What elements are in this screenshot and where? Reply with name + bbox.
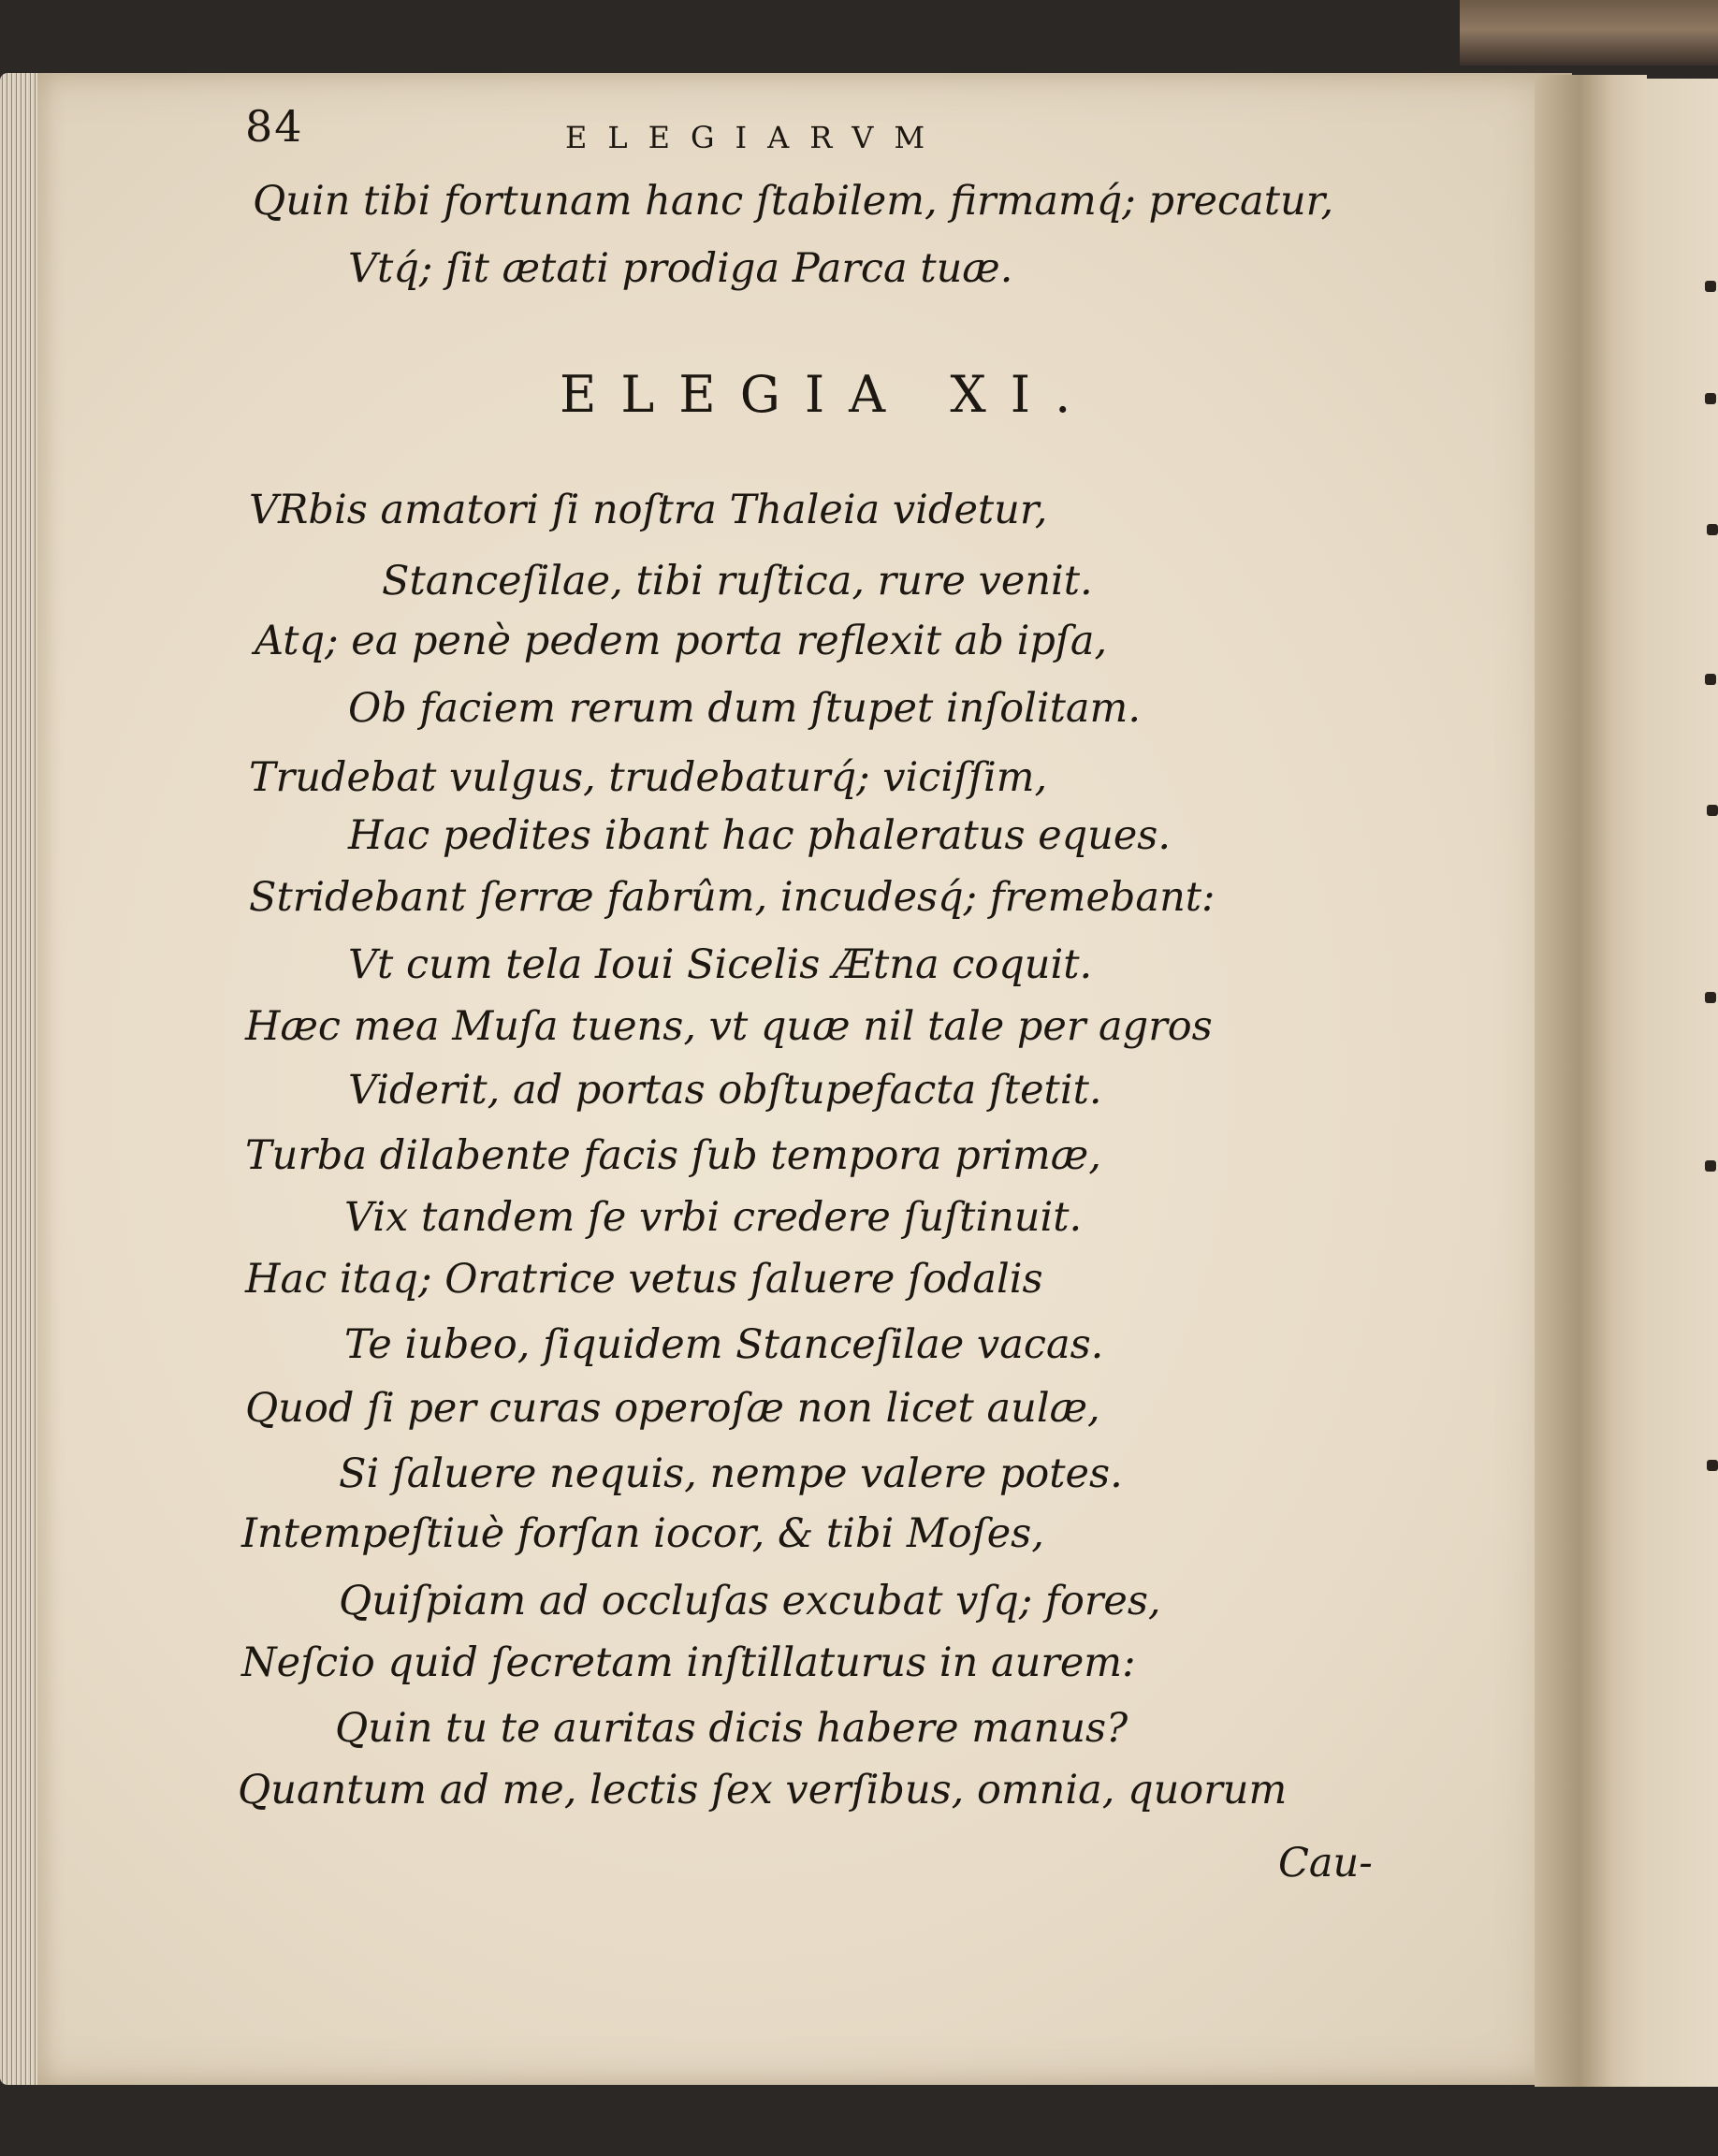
verse-line: Turba dilabente facis ſub tempora primæ,: [245, 1132, 1101, 1179]
verse-line: Stanceſilae, tibi ruſtica, rure venit.: [382, 558, 1093, 605]
catchword: Cau-: [1278, 1840, 1373, 1886]
verse-line: Hæc mea Muſa tuens, vt quæ nil tale per agros: [245, 1003, 1213, 1050]
verse-line: Hac itaq; Oratrice vetus ſaluere ſodalis: [245, 1256, 1043, 1303]
page-number: 84: [245, 101, 304, 152]
verse-line: Quod ſi per curas operoſæ non licet aulæ,: [245, 1385, 1100, 1432]
verse-line: Hac pedites ibant hac phaleratus eques.: [348, 812, 1172, 859]
verse-line: Si ſaluere nequis, nempe valere potes.: [339, 1450, 1123, 1497]
verse-line: Quantum ad me, lectis ſex verſibus, omnia, quorum: [238, 1767, 1288, 1814]
verse-line: Viderit, ad portas obſtupefacta ſtetit.: [348, 1067, 1102, 1114]
verse-line: Neſcio quid ſecretam inſtillaturus in aurem:: [241, 1639, 1136, 1686]
verse-line: Quin tu te auritas dicis habere manus?: [335, 1705, 1128, 1752]
elegy-heading: ELEGIA XI.: [560, 365, 1096, 424]
intro-line: Quin tibi fortunam hanc ſtabilem, firmamq́; precatur,: [253, 178, 1334, 225]
verse-line: Stridebant ſerræ fabrûm, incudesq́; fremebant:: [249, 874, 1216, 921]
verse-line: Quiſpiam ad occluſas excubat vſq; fores,: [339, 1578, 1161, 1624]
verse-line: Te iubeo, ſiquidem Stanceſilae vacas.: [344, 1321, 1104, 1368]
verse-line: Intempeſtiuè forſan iocor, & tibi Moſes,: [241, 1510, 1044, 1557]
verse-line: Vt cum tela Ioui Sicelis Ætna coquit.: [348, 941, 1093, 988]
verse-line: VRbis amatori ſi noſtra Thaleia videtur,: [249, 487, 1048, 533]
verse-line: Vix tandem ſe vrbi credere ſuſtinuit.: [344, 1194, 1083, 1241]
verse-line: Atq; ea penè pedem porta reflexit ab ipſa,: [255, 618, 1108, 664]
verse-line: Ob faciem rerum dum ſtupet inſolitam.: [348, 685, 1142, 732]
intro-line: Vtq́; ſit ætati prodiga Parca tuæ.: [348, 245, 1013, 292]
running-head: ELEGIARVM: [565, 120, 946, 155]
verse-line: Trudebat vulgus, trudebaturq́; viciſſim,: [249, 754, 1048, 801]
